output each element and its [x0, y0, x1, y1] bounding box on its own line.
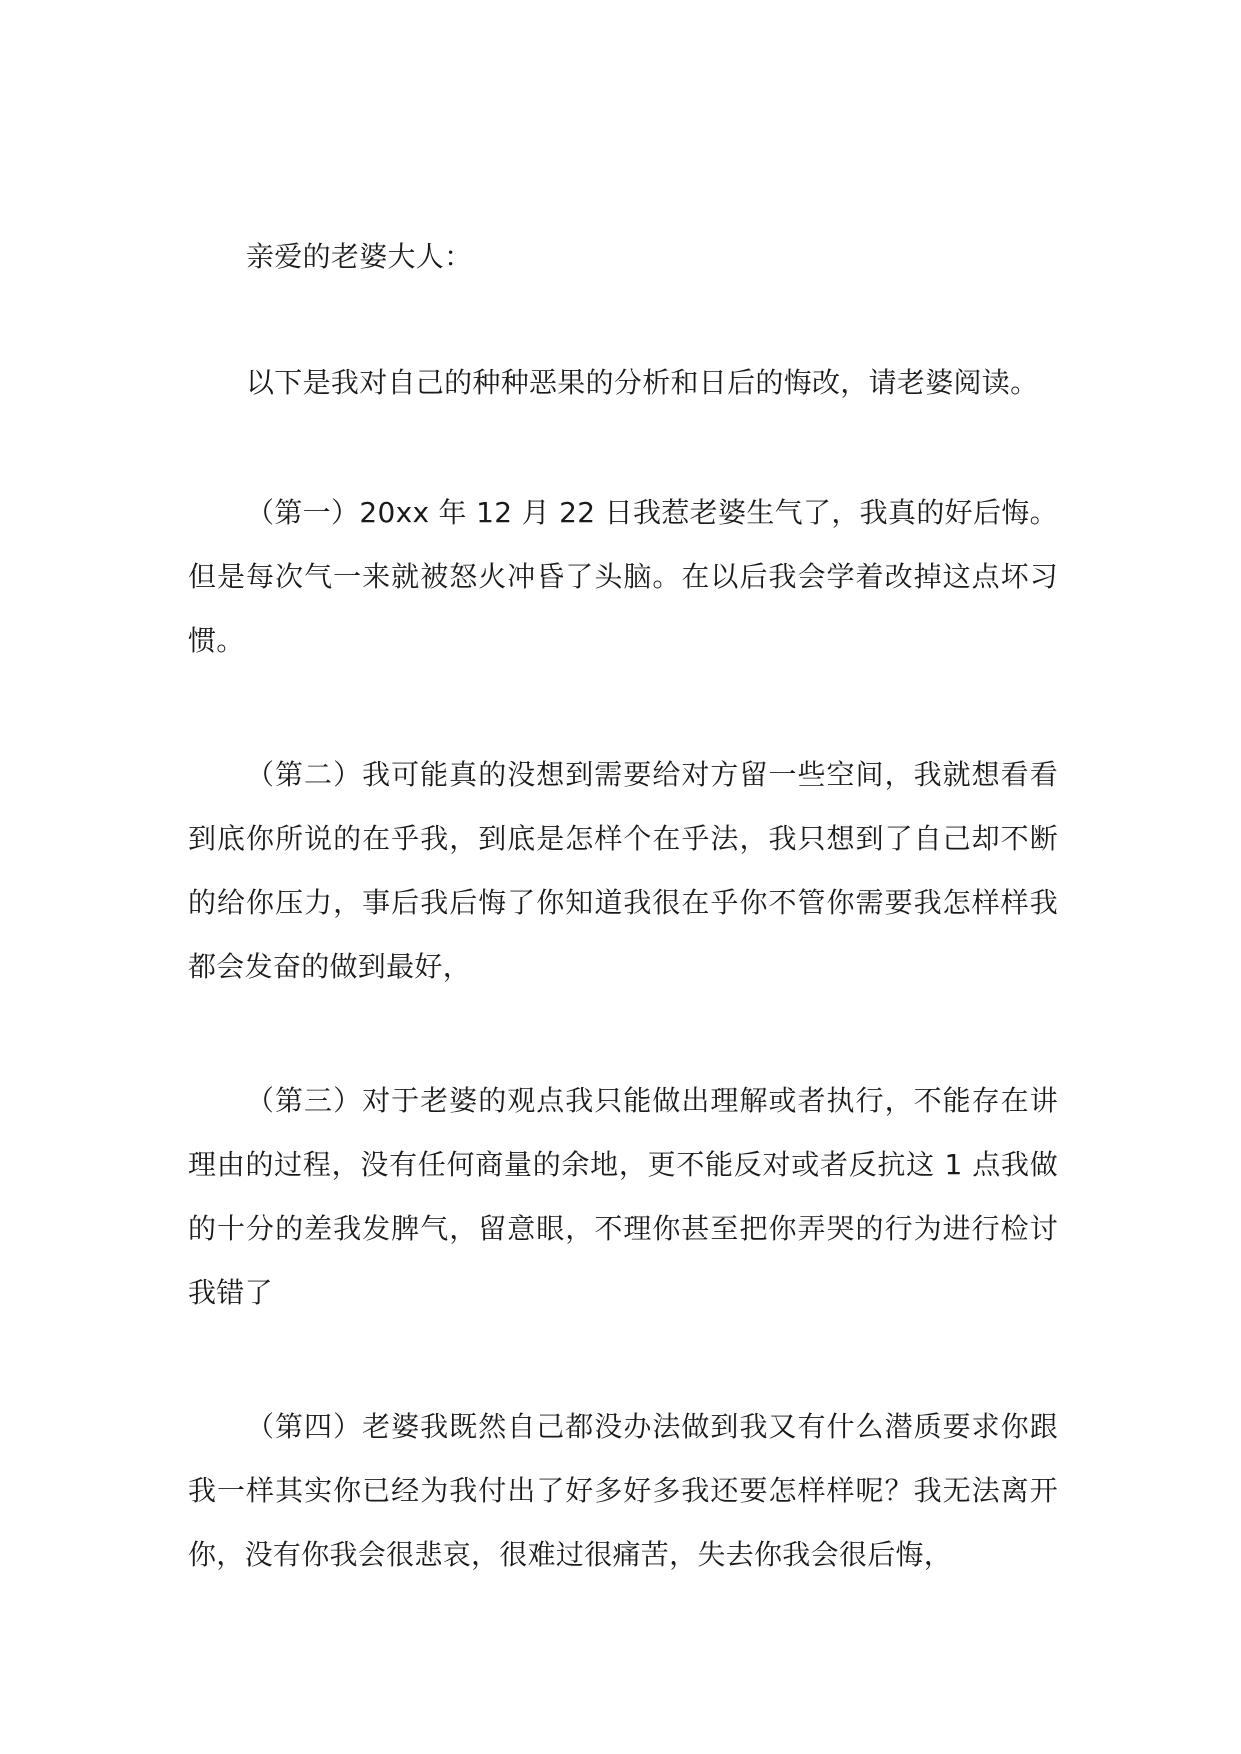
letter-body [188, 225, 1058, 1587]
letter-point-3: （第三）对于老婆的观点我只能做出理解或者执行，不能存在讲理由的过程，没有任何商量的余地，更不能反对或者反抗这 1 点我做的十分的差我发脾气，留意眼，不理你甚至把你弄哭的行为进行检讨我错了 [188, 1084, 1058, 1309]
letter-point-2: （第二）我可能真的没想到需要给对方留一些空间，我就想看看到底你所说的在乎我，到底是怎样个在乎法，我只想到了自己却不断的给你压力，事后我后悔了你知道我很在乎你不管你需要我怎样样我都会发奋的做到最好， [188, 758, 1058, 983]
letter-point-1: （第一）20xx 年 12 月 22 日我惹老婆生气了，我真的好后悔。但是每次气一来就被怒火冲昏了头脑。在以后我会学着改掉这点坏习惯。 [188, 496, 1058, 657]
letter-intro: 以下是我对自己的种种恶果的分析和日后的悔改，请老婆阅读。 [246, 366, 1039, 399]
letter-point-4: （第四）老婆我既然自己都没办法做到我又有什么潜质要求你跟我一样其实你已经为我付出了好多好多我还要怎样样呢？我无法离开你，没有你我会很悲哀，很难过很痛苦，失去你我会很后悔， [188, 1410, 1058, 1571]
letter-salutation: 亲爱的老婆大人： [246, 240, 473, 273]
